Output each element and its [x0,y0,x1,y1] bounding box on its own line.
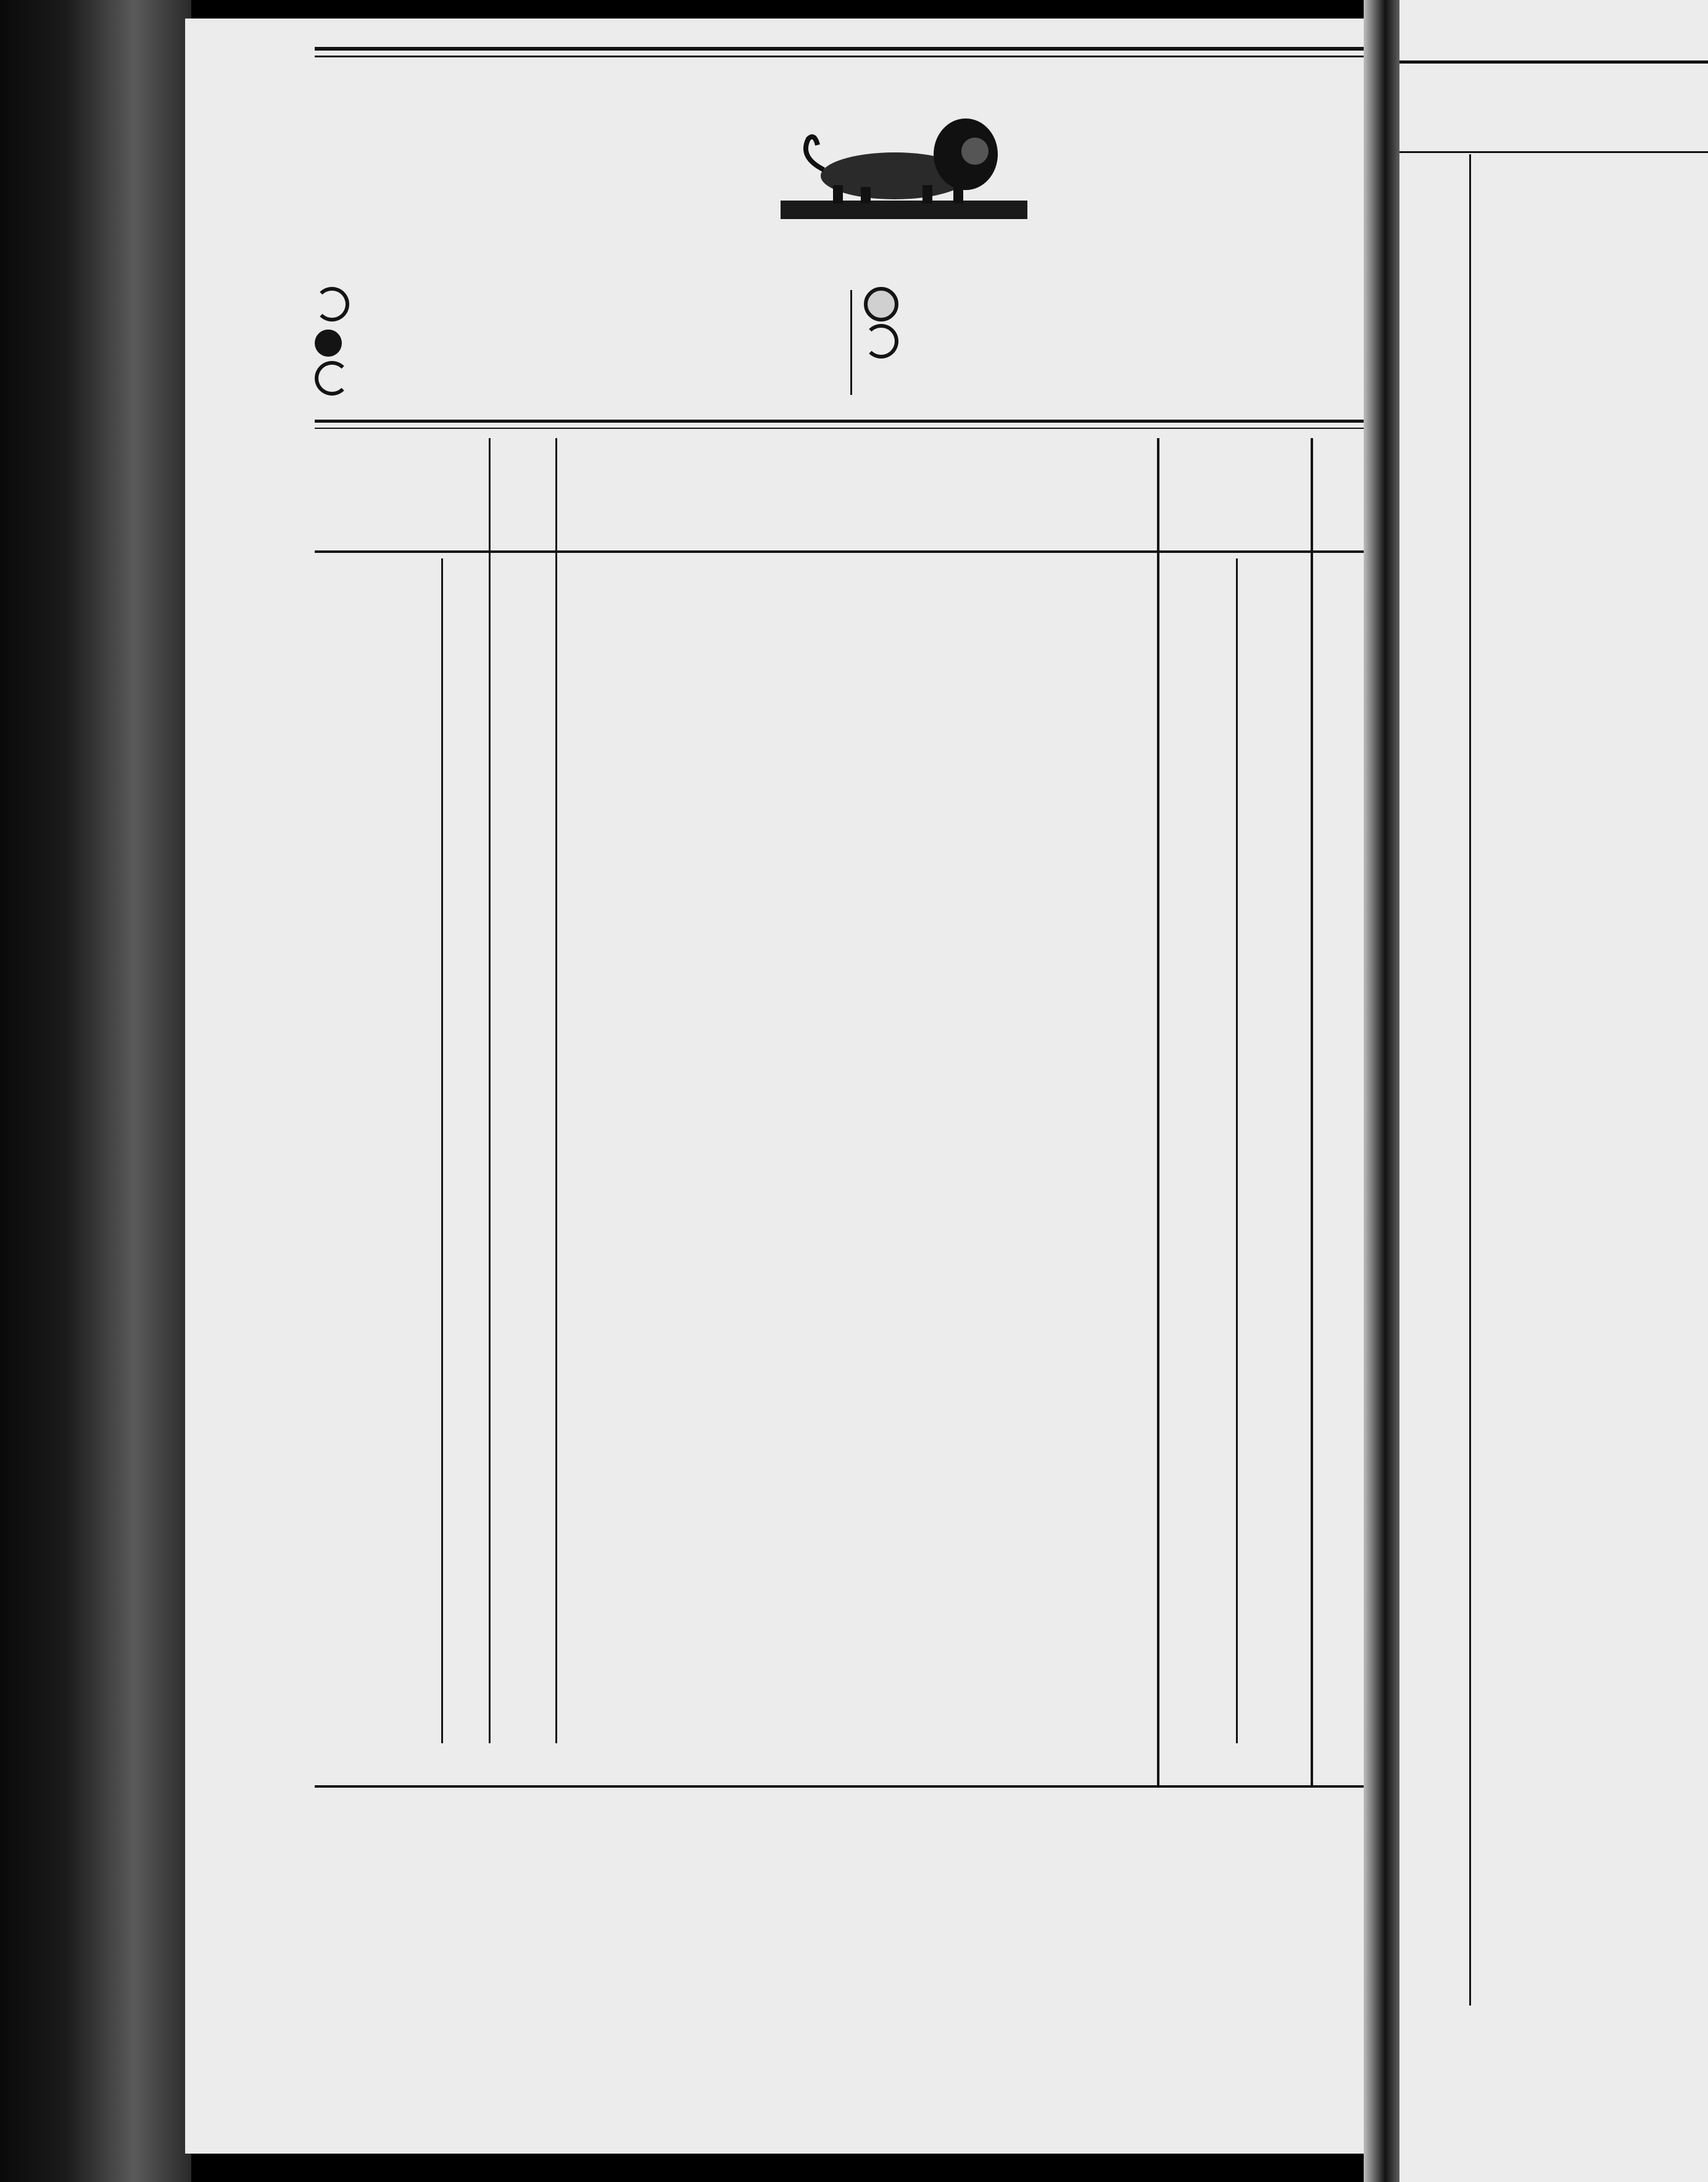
moon-phase-4 [864,287,1364,326]
full-moon-icon [864,287,898,321]
moon-phase-5 [864,324,1364,363]
top-rule [315,47,1364,51]
last-quarter-moon-icon [315,287,349,321]
col-rule-num [441,558,443,1743]
right-page [1399,0,1708,2182]
phase-divider [850,290,852,395]
new-moon-icon [315,330,342,357]
first-quarter-moon-icon [315,361,349,396]
right-year-rule [1469,154,1471,2006]
col-rule-fetes [555,438,557,1743]
col-rule-cl [489,438,491,1743]
moon-phase-3 [315,361,357,400]
moon-phase-1 [315,287,357,326]
moon-phase-2 [315,324,349,361]
last-quarter-moon-icon [864,324,898,359]
right-top-rule [1399,60,1708,64]
header-rule-thin [315,428,1364,429]
header-rule [315,420,1364,423]
col-rule-lev [1236,558,1238,1743]
book-spine [0,0,191,2182]
lion-icon [774,108,1034,231]
table-bottom-rule [315,1785,1364,1788]
table-top-rule [315,550,1364,553]
col-rule-lune [1311,438,1313,1786]
top-rule-thin [315,56,1364,57]
right-header-rule [1399,151,1708,153]
col-rule-soleil [1157,438,1159,1786]
